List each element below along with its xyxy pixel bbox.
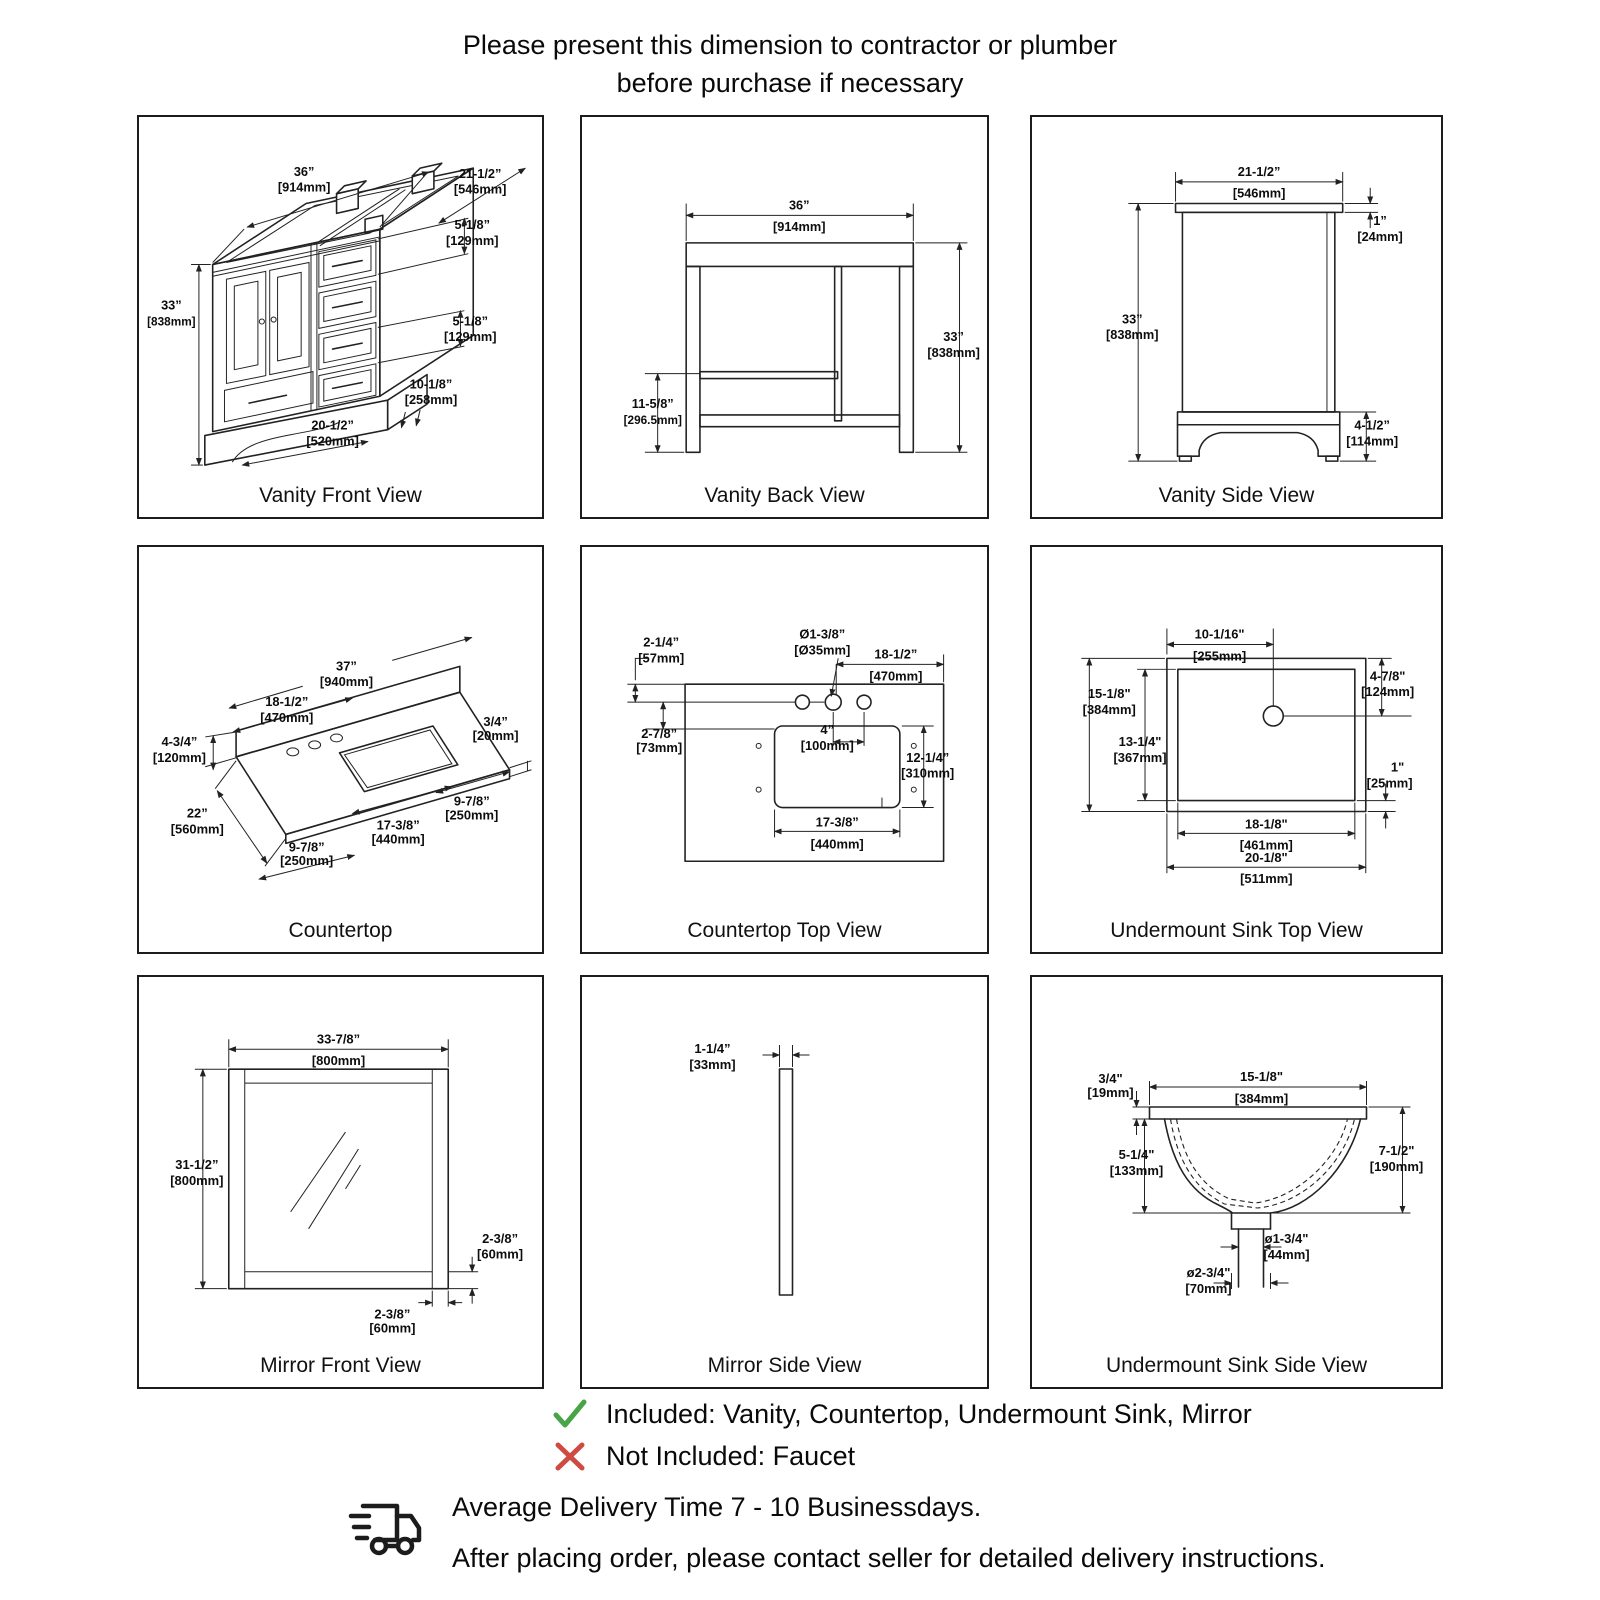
dim-label: [255mm] [1193, 648, 1247, 664]
dim-label: [546mm] [453, 181, 507, 197]
dim-label: [Ø35mm] [794, 642, 851, 658]
dim-label: 21-1/2” [1237, 163, 1281, 179]
dim-label: 20-1/2” [311, 417, 354, 433]
panel-vanity-back [580, 115, 989, 519]
mirror-side-dimensions [689, 1041, 809, 1072]
dim-label: 3/4" [1098, 1071, 1123, 1086]
panel-countertop [137, 545, 544, 954]
dim-label: 2-3/8” [482, 1230, 519, 1246]
dim-label: [800mm] [311, 1053, 366, 1069]
dim-label: [367mm] [1113, 749, 1167, 765]
panel-caption: Countertop Top View [687, 919, 882, 942]
dim-label: 2-7/8” [641, 725, 678, 741]
dim-label: 36” [293, 163, 315, 179]
sheet-title-line1: Please present this dimension to contractor or plumber [462, 30, 1118, 60]
panel-sink-top [1030, 545, 1443, 954]
dim-label: 4-7/8" [1369, 668, 1406, 684]
dim-label: 11-5/8” [631, 396, 674, 412]
dim-label: [33mm] [689, 1057, 736, 1072]
dim-label: 33” [943, 329, 964, 345]
panel-caption: Countertop [288, 919, 393, 942]
panel-caption: Vanity Front View [259, 484, 422, 507]
dim-label: 4” [820, 721, 835, 737]
dim-label: 4-1/2” [1354, 417, 1390, 433]
vanity-back-drawing [584, 117, 985, 469]
dim-label: 18-1/2” [265, 694, 309, 710]
delivery-line1: Average Delivery Time 7 - 10 Businessdays. [452, 1492, 982, 1522]
dim-label: 4-3/4” [161, 733, 198, 749]
dim-label: 22” [186, 805, 208, 821]
dim-label: [546mm] [1232, 185, 1286, 201]
dim-label: [800mm] [170, 1172, 224, 1188]
panel-countertop-top [580, 545, 989, 954]
dim-label: 5-1/8” [454, 217, 490, 233]
countertop-drawing [141, 547, 540, 903]
dim-label: [19mm] [1087, 1085, 1134, 1100]
dim-label: 5-1/8” [452, 313, 489, 329]
mirror-side-shape [780, 1069, 793, 1295]
dim-label: [250mm] [280, 853, 334, 869]
panel-mirror-side [580, 975, 989, 1389]
vanity-side-cabinet [1176, 204, 1343, 462]
panel-caption: Undermount Sink Side View [1105, 1354, 1368, 1377]
dim-label: 33” [161, 297, 182, 313]
dim-label: 17-3/8” [376, 817, 420, 833]
dim-label: [461mm] [1239, 837, 1293, 853]
dim-label: [129mm] [444, 329, 497, 345]
panel-caption: Undermount Sink Top View [1110, 919, 1363, 942]
sheet-title-line2: before purchase if necessary [616, 68, 964, 98]
dim-label: [133mm] [1109, 1163, 1164, 1178]
dim-label: 33-7/8” [316, 1031, 361, 1047]
dim-label: [44mm] [1263, 1247, 1310, 1262]
vanity-side-dimensions [1106, 164, 1403, 461]
sink-side-shape [1150, 1107, 1367, 1287]
dim-label: [914mm] [772, 219, 826, 235]
countertop-top-shape [627, 684, 943, 861]
dim-label: 36” [788, 197, 810, 213]
dim-label: [838mm] [927, 344, 980, 360]
dim-label: [384mm] [1234, 1091, 1289, 1106]
mirror-front-drawing [141, 977, 540, 1335]
dim-label: [440mm] [371, 831, 425, 847]
not-included-text: Not Included: Faucet [606, 1440, 856, 1471]
vanity-back-cabinet [686, 243, 913, 452]
dim-label: [440mm] [810, 836, 864, 852]
sink-side-dimensions [1087, 1069, 1423, 1296]
dim-label: ø1-3/4" [1264, 1231, 1309, 1246]
included-row [552, 1398, 1252, 1430]
dim-label: 13-1/4" [1118, 733, 1162, 749]
dim-label: [25mm] [1366, 775, 1413, 791]
panel-caption: Vanity Back View [704, 484, 865, 507]
dim-label: 1" [1390, 759, 1405, 775]
dim-label: 21-1/2” [458, 165, 502, 181]
delivery-line2: After placing order, please contact seller for detailed delivery instructions. [452, 1543, 1326, 1573]
sink-top-dimensions [1081, 626, 1414, 886]
dim-label: 1” [1373, 213, 1387, 229]
dim-label: 9-7/8” [453, 793, 490, 809]
dim-label: [250mm] [445, 807, 499, 823]
dim-label: 12-1/4” [906, 749, 950, 765]
dim-label: 18-1/8" [1244, 816, 1288, 832]
panel-vanity-side [1030, 115, 1443, 519]
dim-label: ø2-3/4" [1186, 1265, 1231, 1280]
dim-label: [60mm] [369, 1320, 416, 1335]
dim-label: [70mm] [1185, 1281, 1232, 1296]
dim-label: [940mm] [319, 674, 374, 690]
sink-side-drawing [1034, 977, 1439, 1335]
dim-label: 3/4” [483, 713, 508, 729]
countertop-top-drawing [584, 547, 985, 903]
dim-label: 15-1/8" [1239, 1069, 1284, 1084]
dim-label: 7-1/2" [1378, 1143, 1415, 1158]
panel-caption: Vanity Side View [1158, 484, 1315, 507]
dim-label: [100mm] [800, 737, 854, 753]
dim-label: 5-1/4" [1118, 1147, 1155, 1162]
dim-label: 17-3/8” [815, 814, 859, 830]
x-icon [552, 1440, 588, 1472]
dim-label: 31-1/2” [175, 1156, 219, 1172]
dim-label: [60mm] [477, 1246, 524, 1262]
dim-label: 20-1/8" [1244, 850, 1288, 866]
dim-label: [520mm] [306, 433, 359, 449]
dim-label: 15-1/8" [1087, 686, 1131, 702]
check-icon [552, 1398, 588, 1430]
dim-label: 1-1/4” [694, 1041, 731, 1056]
dim-label: [310mm] [901, 765, 955, 781]
mirror-side-drawing [584, 977, 985, 1335]
dim-label: 2-3/8” [374, 1306, 411, 1322]
dim-label: 33” [1121, 311, 1143, 327]
dim-label: 10-1/8” [409, 376, 453, 392]
sink-top-drawing [1034, 547, 1439, 903]
dim-label: [258mm] [404, 392, 458, 408]
vanity-side-drawing [1034, 117, 1439, 469]
sheet-title [0, 26, 1580, 102]
dim-label: [190mm] [1369, 1159, 1424, 1174]
dim-label: [129mm] [445, 232, 499, 248]
truck-icon [345, 1492, 433, 1568]
dim-label: [384mm] [1082, 702, 1136, 718]
panel-sink-side [1030, 975, 1443, 1389]
panel-caption: Mirror Side View [707, 1354, 862, 1377]
dim-label: [296.5mm] [623, 413, 682, 427]
not-included-row [552, 1440, 855, 1472]
panel-vanity-front [137, 115, 544, 519]
panel-caption: Mirror Front View [260, 1354, 421, 1377]
dim-label: [73mm] [636, 739, 683, 755]
dim-label: 2-1/4” [643, 634, 680, 650]
dim-label: [838mm] [147, 315, 196, 329]
dim-label: 9-7/8” [288, 839, 325, 855]
vanity-back-dimensions [624, 197, 980, 452]
dim-label: [124mm] [1361, 684, 1415, 700]
dim-label: [120mm] [152, 749, 206, 765]
dim-label: 37” [336, 658, 357, 674]
dim-label: 10-1/16" [1194, 626, 1245, 642]
dim-label: [114mm] [1346, 433, 1399, 449]
dim-label: [914mm] [277, 179, 331, 195]
countertop-top-dimensions [627, 626, 954, 851]
dim-label: [470mm] [869, 668, 923, 684]
included-text: Included: Vanity, Countertop, Undermount Sink, Mirror [606, 1398, 1252, 1429]
dim-label: 18-1/2” [874, 646, 918, 662]
dim-label: [57mm] [638, 650, 685, 666]
dim-label: [838mm] [1106, 327, 1159, 343]
dim-label: [511mm] [1240, 871, 1293, 887]
mirror-front-shape [229, 1069, 448, 1288]
dim-label: Ø1-3/8” [799, 626, 846, 642]
panel-mirror-front [137, 975, 544, 1389]
vanity-front-drawing [141, 117, 540, 469]
dim-label: [24mm] [1357, 228, 1403, 244]
dim-label: [20mm] [472, 727, 519, 743]
dim-label: [560mm] [170, 821, 224, 837]
dim-label: [470mm] [260, 710, 314, 726]
